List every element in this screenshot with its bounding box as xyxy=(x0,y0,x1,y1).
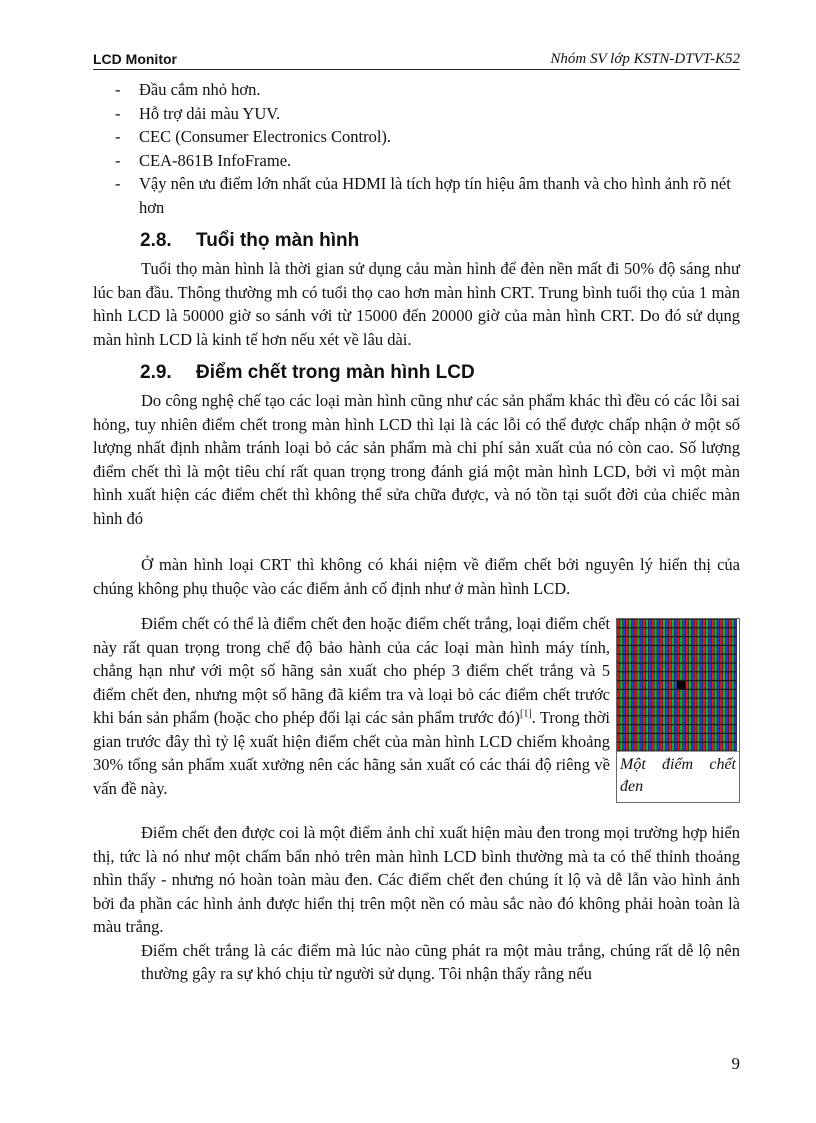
page-body xyxy=(93,78,740,986)
bullet-list xyxy=(93,78,740,219)
paragraph: Điểm chết trắng là các điểm mà lúc nào cũng phát ra một màu trắng, chúng rất dễ lộ nên thường gây ra sự khó chịu từ người sử dụng. Tôi nhận thấy rằng nếu xyxy=(141,940,740,983)
dead-pixel-image xyxy=(617,619,737,751)
paragraph: Do công nghệ chế tạo các loại màn hình cũng như các sản phẩm khác thì đều có các lỗi sai hỏng, tuy nhiên điểm chết trong màn hình LCD thì lại là các lỗi có thể được chấp nhận ở một số lượng nhất định nhằm tránh loại bỏ các sản phẩm mà chi phí sản xuất của nó còn cao. Số lượng điểm chết thì là một tiêu chí rất quan trọng trong đánh giá một màn hình LCD, bởi vì một màn hình xuất hiện các điểm chết thì không thể sửa chữa được, và nó tồn tại suốt đời của chiếc màn hình đó xyxy=(93,391,740,528)
paragraph: Ở màn hình loại CRT thì không có khái niệm về điểm chết bởi nguyên lý hiển thị của chúng không phụ thuộc vào các điểm ảnh cố định như ở màn hình LCD. xyxy=(93,555,740,598)
paragraph: Điểm chết có thể là điểm chết đen hoặc điểm chết trắng, loại điểm chết này rất quan trọng trong chế độ bảo hành của các loại màn hình máy tính, chẳng hạn như với một số hãng sản xuất cho phép 3 điểm chết trắng và 5 điểm chết đen, nhưng một số hãng đã kiểm tra và loại bỏ các điểm chết trước khi bán sản phẩm (hoặc cho phép đổi lại các sản phẩm trước đó)[1]. Trong thời gian trước đây thì tỷ lệ xuất hiện điểm chết của màn hình LCD chiếm khoảng 30% tổng sản phẩm xuất xưởng nên các hãng sản xuất có các thái độ riêng về vấn đề này. xyxy=(93,614,610,798)
paragraph: Điểm chết đen được coi là một điểm ảnh chỉ xuất hiện màu đen trong mọi trường hợp hiển thị, tức là nó như một chấm bẩn nhỏ trên màn hình LCD bình thường mà ta có thể thỉnh thoảng nhìn thấy - nhưng nó hoàn toàn màu đen. Các điểm chết đen chúng ít lộ và dễ lẫn vào hình ảnh bởi đa phần các hình ảnh được hiển thị trên một nền có màu sắc nào đó không phải hoàn toàn là màu trắng. xyxy=(93,823,740,936)
page-header xyxy=(93,49,740,70)
list-item: - Hỗ trợ dải màu YUV. xyxy=(115,103,281,123)
dead-pixel-figure xyxy=(616,618,740,803)
header-group: Nhóm SV lớp KSTN-DTVT-K52 xyxy=(550,51,740,67)
section-heading-2-8: 2.8. Tuổi thọ màn hình xyxy=(140,230,360,251)
list-item: - Đầu cắm nhỏ hơn. xyxy=(115,80,261,99)
citation: [1] xyxy=(520,708,532,720)
list-item: - Vậy nên ưu điểm lớn nhất của HDMI là tích hợp tín hiệu âm thanh và cho hình ảnh rõ nét hơn xyxy=(115,174,731,217)
page-number: 9 xyxy=(731,1054,740,1073)
section-heading-2-9: 2.9. Điểm chết trong màn hình LCD xyxy=(140,362,475,383)
figure-caption: Một điểm chết đen xyxy=(617,751,739,802)
list-item: - CEA-861B InfoFrame. xyxy=(115,150,292,170)
list-item: - CEC (Consumer Electronics Control). xyxy=(115,127,392,146)
header-title: LCD Monitor xyxy=(93,51,177,67)
paragraph: Tuổi thọ màn hình là thời gian sử dụng cảu màn hình để đèn nền mất đi 50% độ sáng như lúc ban đầu. Thông thường mh có tuổi thọ cao hơn màn hình CRT. Trung bình tuổi thọ của 1 màn hình LCD là 50000 giờ so sánh với từ 15000 đến 20000 giờ của màn hình CRT. Do đó sử dụng màn hình LCD là kinh tế hơn nếu xét về lâu dài. xyxy=(93,259,740,349)
